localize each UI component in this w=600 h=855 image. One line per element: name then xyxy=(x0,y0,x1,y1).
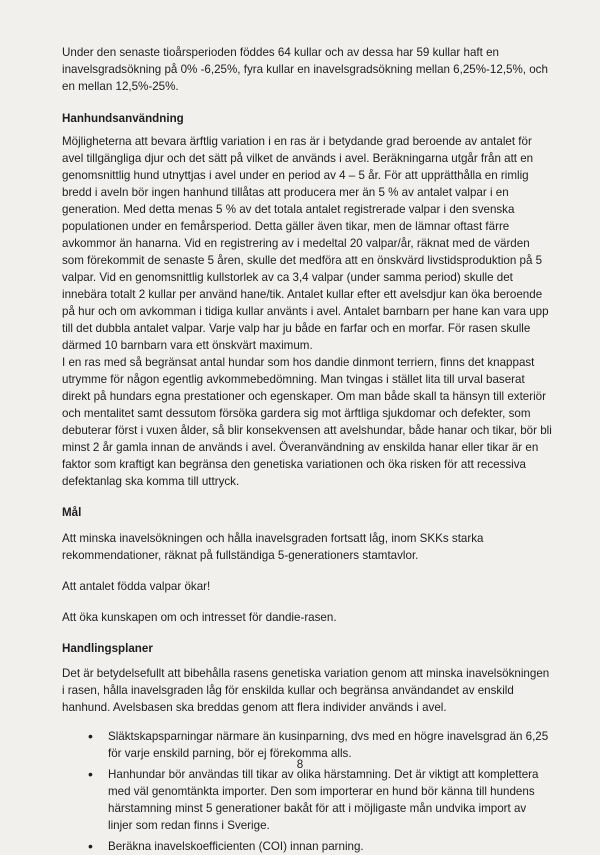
handlingsplaner-paragraph: Det är betydelsefullt att bibehålla rasens genetiska variation genom att minska inavelsökningen i rasen, hålla inavelsgraden låg för enskilda kullar och begränsa användandet av enskild hanhund. Avelsbasen ska breddas genom att flera individer används i avel. xyxy=(62,667,550,714)
heading-handlingsplaner: Handlingsplaner xyxy=(62,642,153,655)
goal-2: Att antalet födda valpar ökar! xyxy=(62,580,211,593)
bullet-icon: • xyxy=(88,766,93,782)
list-item-text: Beräkna inavelskoefficienten (COI) innan parning. xyxy=(108,840,364,853)
bullet-icon: • xyxy=(88,728,93,744)
goal-1: Att minska inavelsökningen och hålla inavelsgraden fortsatt låg, inom SKKs starka rekommendationer, räknat på fullständiga 5-generationers stamtavlor. xyxy=(62,532,484,562)
list-item-text: Hanhundar bör användas till tikar av olika härstamning. Det är viktigt att komplettera med väl genomtänkta importer. Den som importerar en hund bör känna till hundens härstamning minst 5 generationer bakåt för att i möjligaste mån undvika import av linjer som redan finns i Sverige. xyxy=(108,768,539,832)
goal-3: Att öka kunskapen om och intresset för dandie-rasen. xyxy=(62,611,337,624)
intro-paragraph: Under den senaste tioårsperioden föddes 64 kullar och av dessa har 59 kullar haft en inavelsgradsökning på 0% -6,25%, fyra kullar en inavelsgradsökning mellan 6,25%-12,5%, och en mellan 12,5%-25%. xyxy=(62,46,548,93)
list-item xyxy=(88,838,552,855)
heading-mal: Mål xyxy=(62,506,82,519)
hanhund-paragraph-1: Möjligheterna att bevara ärftlig variation i en ras är i betydande grad beroende av antalet för avel tillgängliga djur och det sätt på vilket de används i avel. Beräkningarna utgår från att en genomsnittlig hund utnyttjas i avel under en period av 4 – 5 år. För att upprätthålla en rimlig bredd i aveln bör ingen hanhund tillåtas att producera mer än 5 % av antalet valpar i en generation. Med detta menas 5 % av det totala antalet registrerade valpar i den svenska populationen under en femårsperiod. Detta gäller även tikar, men de lämnar oftast färre avkommor än hanarna. Vid en registrering av i medeltal 20 valpar/år, räknat med de värden som förekommit de senaste 5 åren, skulle det medföra att en önskvärd livstidsproduktion på 5 valpar. Vid en genomsnittlig kullstorlek av ca 3,4 valpar (under samma period) skulle det innebära totalt 2 kullar per använd hane/tik. Antalet kullar efter ett avelsdjur kan öka beroende på hur och om avkomman i tidiga kullar använts i avel. Antalet barnbarn per hane kan vara upp till det dubbla antalet valpar. Varje valp har ju både en farfar och en morfar. För rasen skulle därmed 10 barnbarn vara ett önskvärt maximum. xyxy=(62,135,549,352)
page-number: 8 xyxy=(296,758,304,771)
hanhund-paragraph-2: I en ras med så begränsat antal hundar som hos dandie dinmont terriern, finns det knappast utrymme för någon egentlig avkommebedömning. Man tvingas i stället lita till urval baserat direkt på hundars egna prestationer och egenskaper. Om man både skall ta hänsyn till exteriör och mentalitet samt dessutom försöka gardera sig mot ärftliga sjukdomar och defekter, som debuterar först i vuxen ålder, så blir konsekvensen att avelshundar, både hanar och tikar, bör bli minst 2 år gamla innan de används i avel. Överanvändning av enskilda hanar eller tikar är en faktor som kraftigt kan begränsa den genetiska variationen och öka risken för att recessiva defektanlag ska komma till uttryck. xyxy=(62,356,552,488)
list-item xyxy=(88,766,552,834)
heading-hanhundsanvandning: Hanhundsanvändning xyxy=(62,112,184,125)
list-item-text: Släktskapsparningar närmare än kusinparning, dvs med en högre inavelsgrad än 6,25 för varje enskild parning, bör ej förekomma alls. xyxy=(108,730,549,760)
action-list xyxy=(62,728,552,855)
bullet-icon: • xyxy=(88,838,93,854)
